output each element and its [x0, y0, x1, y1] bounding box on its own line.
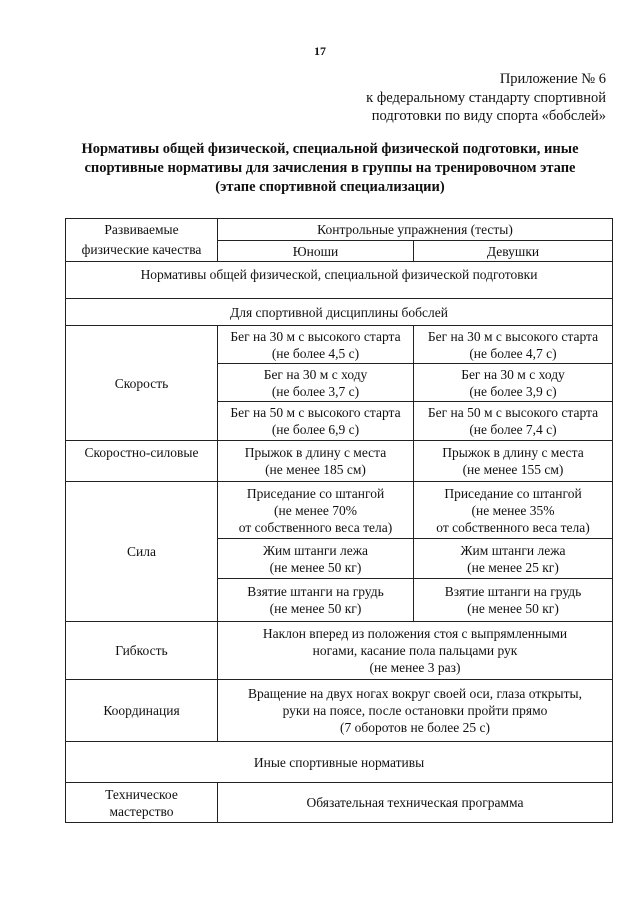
- test-cell: Прыжок в длину с места (не менее 155 см): [414, 441, 613, 482]
- header-tests: Контрольные упражнения (тесты): [218, 219, 613, 241]
- test-cell: Обязательная техническая программа: [218, 783, 613, 823]
- table-row: [66, 783, 613, 823]
- title-line: Нормативы общей физической, специальной физической подготовки, иные: [81, 141, 579, 157]
- header-boys: Юноши: [218, 241, 414, 262]
- section-other: Иные спортивные нормативы: [66, 742, 613, 783]
- test-cell: Жим штанги лежа (не менее 25 кг): [414, 539, 613, 579]
- quality-technical: Техническое мастерство: [66, 783, 218, 823]
- table-row: [66, 680, 613, 742]
- title-line: (этапе спортивной специализации): [215, 179, 445, 195]
- test-cell: Приседание со штангой (не менее 35% от собственного веса тела): [414, 482, 613, 539]
- norms-table: [65, 218, 613, 823]
- appendix-line: к федеральному стандарту спортивной: [366, 89, 606, 106]
- test-cell: Бег на 30 м с высокого старта (не более 4,5 с): [218, 326, 414, 364]
- quality-coordination: Координация: [66, 680, 218, 742]
- table-row: [66, 622, 613, 680]
- test-cell: Бег на 30 м с ходу (не более 3,7 с): [218, 364, 414, 402]
- header-girls: Девушки: [414, 241, 613, 262]
- discipline-label: Для спортивной дисциплины бобслей: [66, 299, 613, 326]
- test-cell: Прыжок в длину с места (не менее 185 см): [218, 441, 414, 482]
- appendix-line: Приложение № 6: [499, 71, 606, 87]
- page-number: 17: [314, 44, 326, 58]
- table-row: [66, 441, 613, 482]
- test-cell: Приседание со штангой (не менее 70% от собственного веса тела): [218, 482, 414, 539]
- appendix-line: подготовки по виду спорта «бобслей»: [371, 108, 606, 124]
- quality-strength: Сила: [66, 482, 218, 622]
- table-row: [66, 326, 613, 364]
- quality-speed-strength: Скоростно-силовые: [66, 441, 218, 482]
- document-title: [60, 140, 600, 197]
- discipline-row: [66, 299, 613, 326]
- test-cell: Бег на 30 м с высокого старта (не более 4,7 с): [414, 326, 613, 364]
- test-cell: Бег на 50 м с высокого старта (не более 7,4 с): [414, 402, 613, 441]
- header-qualities: Развиваемые физические качества: [66, 219, 218, 262]
- test-cell: Взятие штанги на грудь (не менее 50 кг): [414, 579, 613, 622]
- test-cell: Вращение на двух ногах вокруг своей оси, глаза открыты, руки на поясе, после остановки пройти прямо (7 оборотов не более 25 с): [218, 680, 613, 742]
- table-row: [66, 482, 613, 539]
- test-cell: Взятие штанги на грудь (не менее 50 кг): [218, 579, 414, 622]
- appendix-header: [366, 70, 606, 126]
- test-cell: Бег на 30 м с ходу (не более 3,9 с): [414, 364, 613, 402]
- table-header-row: [66, 219, 613, 241]
- title-line: спортивные нормативы для зачисления в группы на тренировочном этапе: [84, 160, 576, 176]
- quality-flexibility: Гибкость: [66, 622, 218, 680]
- section-row: [66, 262, 613, 299]
- quality-speed: Скорость: [66, 326, 218, 441]
- test-cell: Бег на 50 м с высокого старта (не более 6,9 с): [218, 402, 414, 441]
- test-cell: Жим штанги лежа (не менее 50 кг): [218, 539, 414, 579]
- section-row: [66, 742, 613, 783]
- section-ofp: Нормативы общей физической, специальной физической подготовки: [66, 262, 613, 299]
- test-cell: Наклон вперед из положения стоя с выпрямленными ногами, касание пола пальцами рук (не менее 3 раз): [218, 622, 613, 680]
